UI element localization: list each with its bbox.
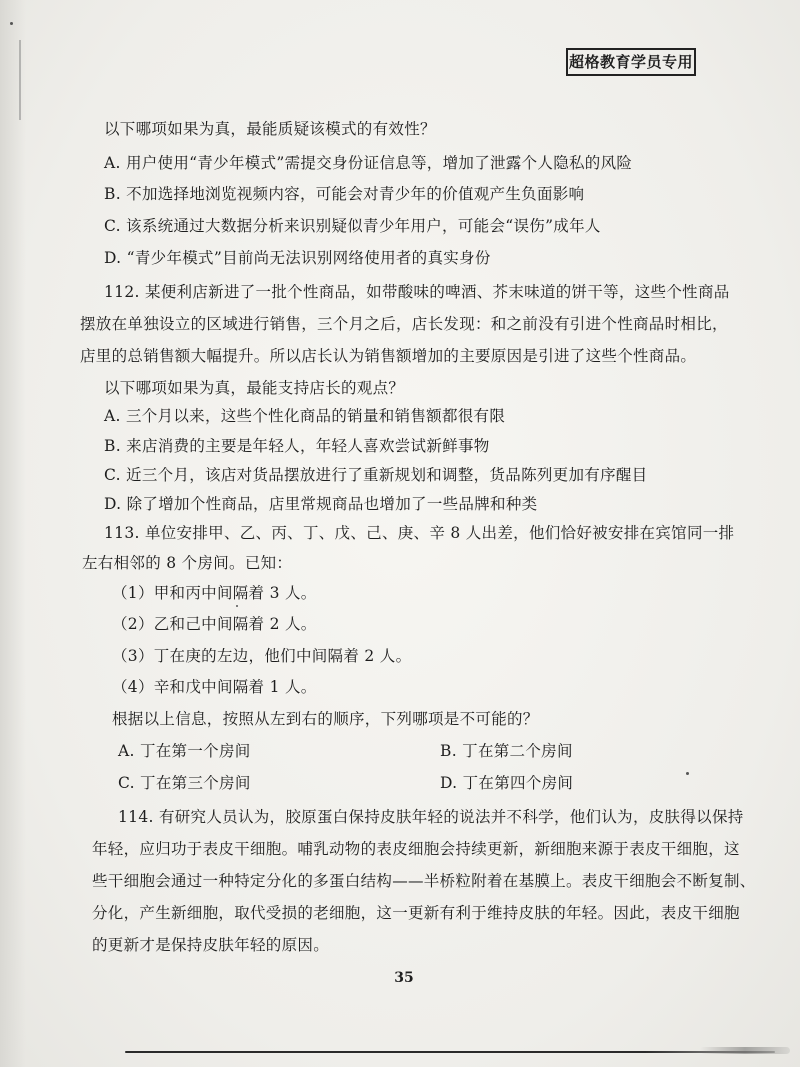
- scan-speck: [10, 22, 13, 25]
- q112-text-line: 112. 某便利店新进了一批个性商品，如带酸味的啤酒、芥末味道的饼干等，这些个性商品: [104, 283, 730, 301]
- bottom-rule: [125, 1051, 775, 1053]
- header-label: 超格教育学员专用: [566, 48, 696, 76]
- q111-stem: 以下哪项如果为真，最能质疑该模式的有效性？: [104, 120, 436, 138]
- scan-speck: [686, 772, 689, 775]
- q114-text-line: 些干细胞会通过一种特定分化的多蛋白结构——半桥粒附着在基膜上。表皮干细胞会不断复制、: [92, 872, 756, 890]
- q113-option-c: C. 丁在第三个房间: [118, 774, 251, 792]
- q113-option-b: B. 丁在第二个房间: [440, 742, 573, 760]
- q113-option-a: A. 丁在第一个房间: [118, 742, 251, 760]
- q112-option-a: A. 三个月以来，这些个性化商品的销量和销售额都很有限: [104, 407, 506, 425]
- q112-option-c: C. 近三个月，该店对货品摆放进行了重新规划和调整，货品陈列更加有序醒目: [104, 466, 648, 484]
- q112-text-line: 店里的总销售额大幅提升。所以店长认为销售额增加的主要原因是引进了这些个性商品。: [80, 347, 697, 365]
- q114-text-line: 114. 有研究人员认为，胶原蛋白保持皮肤年轻的说法并不科学，他们认为，皮肤得以保持: [118, 808, 744, 826]
- binding-mark: [19, 40, 21, 120]
- page-number: 35: [394, 970, 414, 986]
- q111-option-a: A. 用户使用“青少年模式”需提交身份证信息等，增加了泄露个人隐私的风险: [104, 154, 633, 172]
- q113-option-d: D. 丁在第四个房间: [440, 774, 574, 792]
- q112-text-line: 摆放在单独设立的区域进行销售，三个月之后，店长发现：和之前没有引进个性商品时相比，: [80, 315, 728, 333]
- q112-option-d: D. 除了增加个性商品，店里常规商品也增加了一些品牌和种类: [104, 495, 538, 513]
- q113-condition: （2）乙和己中间隔着 2 人。: [112, 615, 317, 633]
- scan-speck: [236, 605, 238, 607]
- q111-option-c: C. 该系统通过大数据分析来识别疑似青少年用户，可能会“误伤”成年人: [104, 217, 601, 235]
- q113-text-line: 左右相邻的 8 个房间。已知：: [82, 554, 293, 572]
- q111-option-d: D. “青少年模式”目前尚无法识别网络使用者的真实身份: [104, 249, 491, 267]
- bottom-rule-smudge: [700, 1047, 790, 1054]
- page-shadow-left: [0, 0, 26, 1067]
- q113-text-line: 113. 单位安排甲、乙、丙、丁、戊、己、庚、辛 8 人出差，他们恰好被安排在宾馆同一排: [104, 524, 735, 542]
- q114-text-line: 的更新才是保持皮肤年轻的原因。: [92, 936, 330, 954]
- q114-text-line: 年轻，应归功于表皮干细胞。哺乳动物的表皮细胞会持续更新，新细胞来源于表皮干细胞，这: [92, 840, 740, 858]
- q113-stem: 根据以上信息，按照从左到右的顺序，下列哪项是不可能的？: [112, 710, 539, 728]
- q113-condition: （3）丁在庚的左边，他们中间隔着 2 人。: [112, 647, 412, 665]
- q112-option-b: B. 来店消费的主要是年轻人，年轻人喜欢尝试新鲜事物: [104, 437, 490, 455]
- q111-option-b: B. 不加选择地浏览视频内容，可能会对青少年的价值观产生负面影响: [104, 185, 585, 203]
- q112-stem: 以下哪项如果为真，最能支持店长的观点？: [104, 379, 405, 397]
- q114-text-line: 分化，产生新细胞，取代受损的老细胞，这一更新有利于维持皮肤的年轻。因此，表皮干细胞: [92, 904, 740, 922]
- q113-condition: （4）辛和戊中间隔着 1 人。: [112, 678, 317, 696]
- q113-condition: （1）甲和丙中间隔着 3 人。: [112, 584, 317, 602]
